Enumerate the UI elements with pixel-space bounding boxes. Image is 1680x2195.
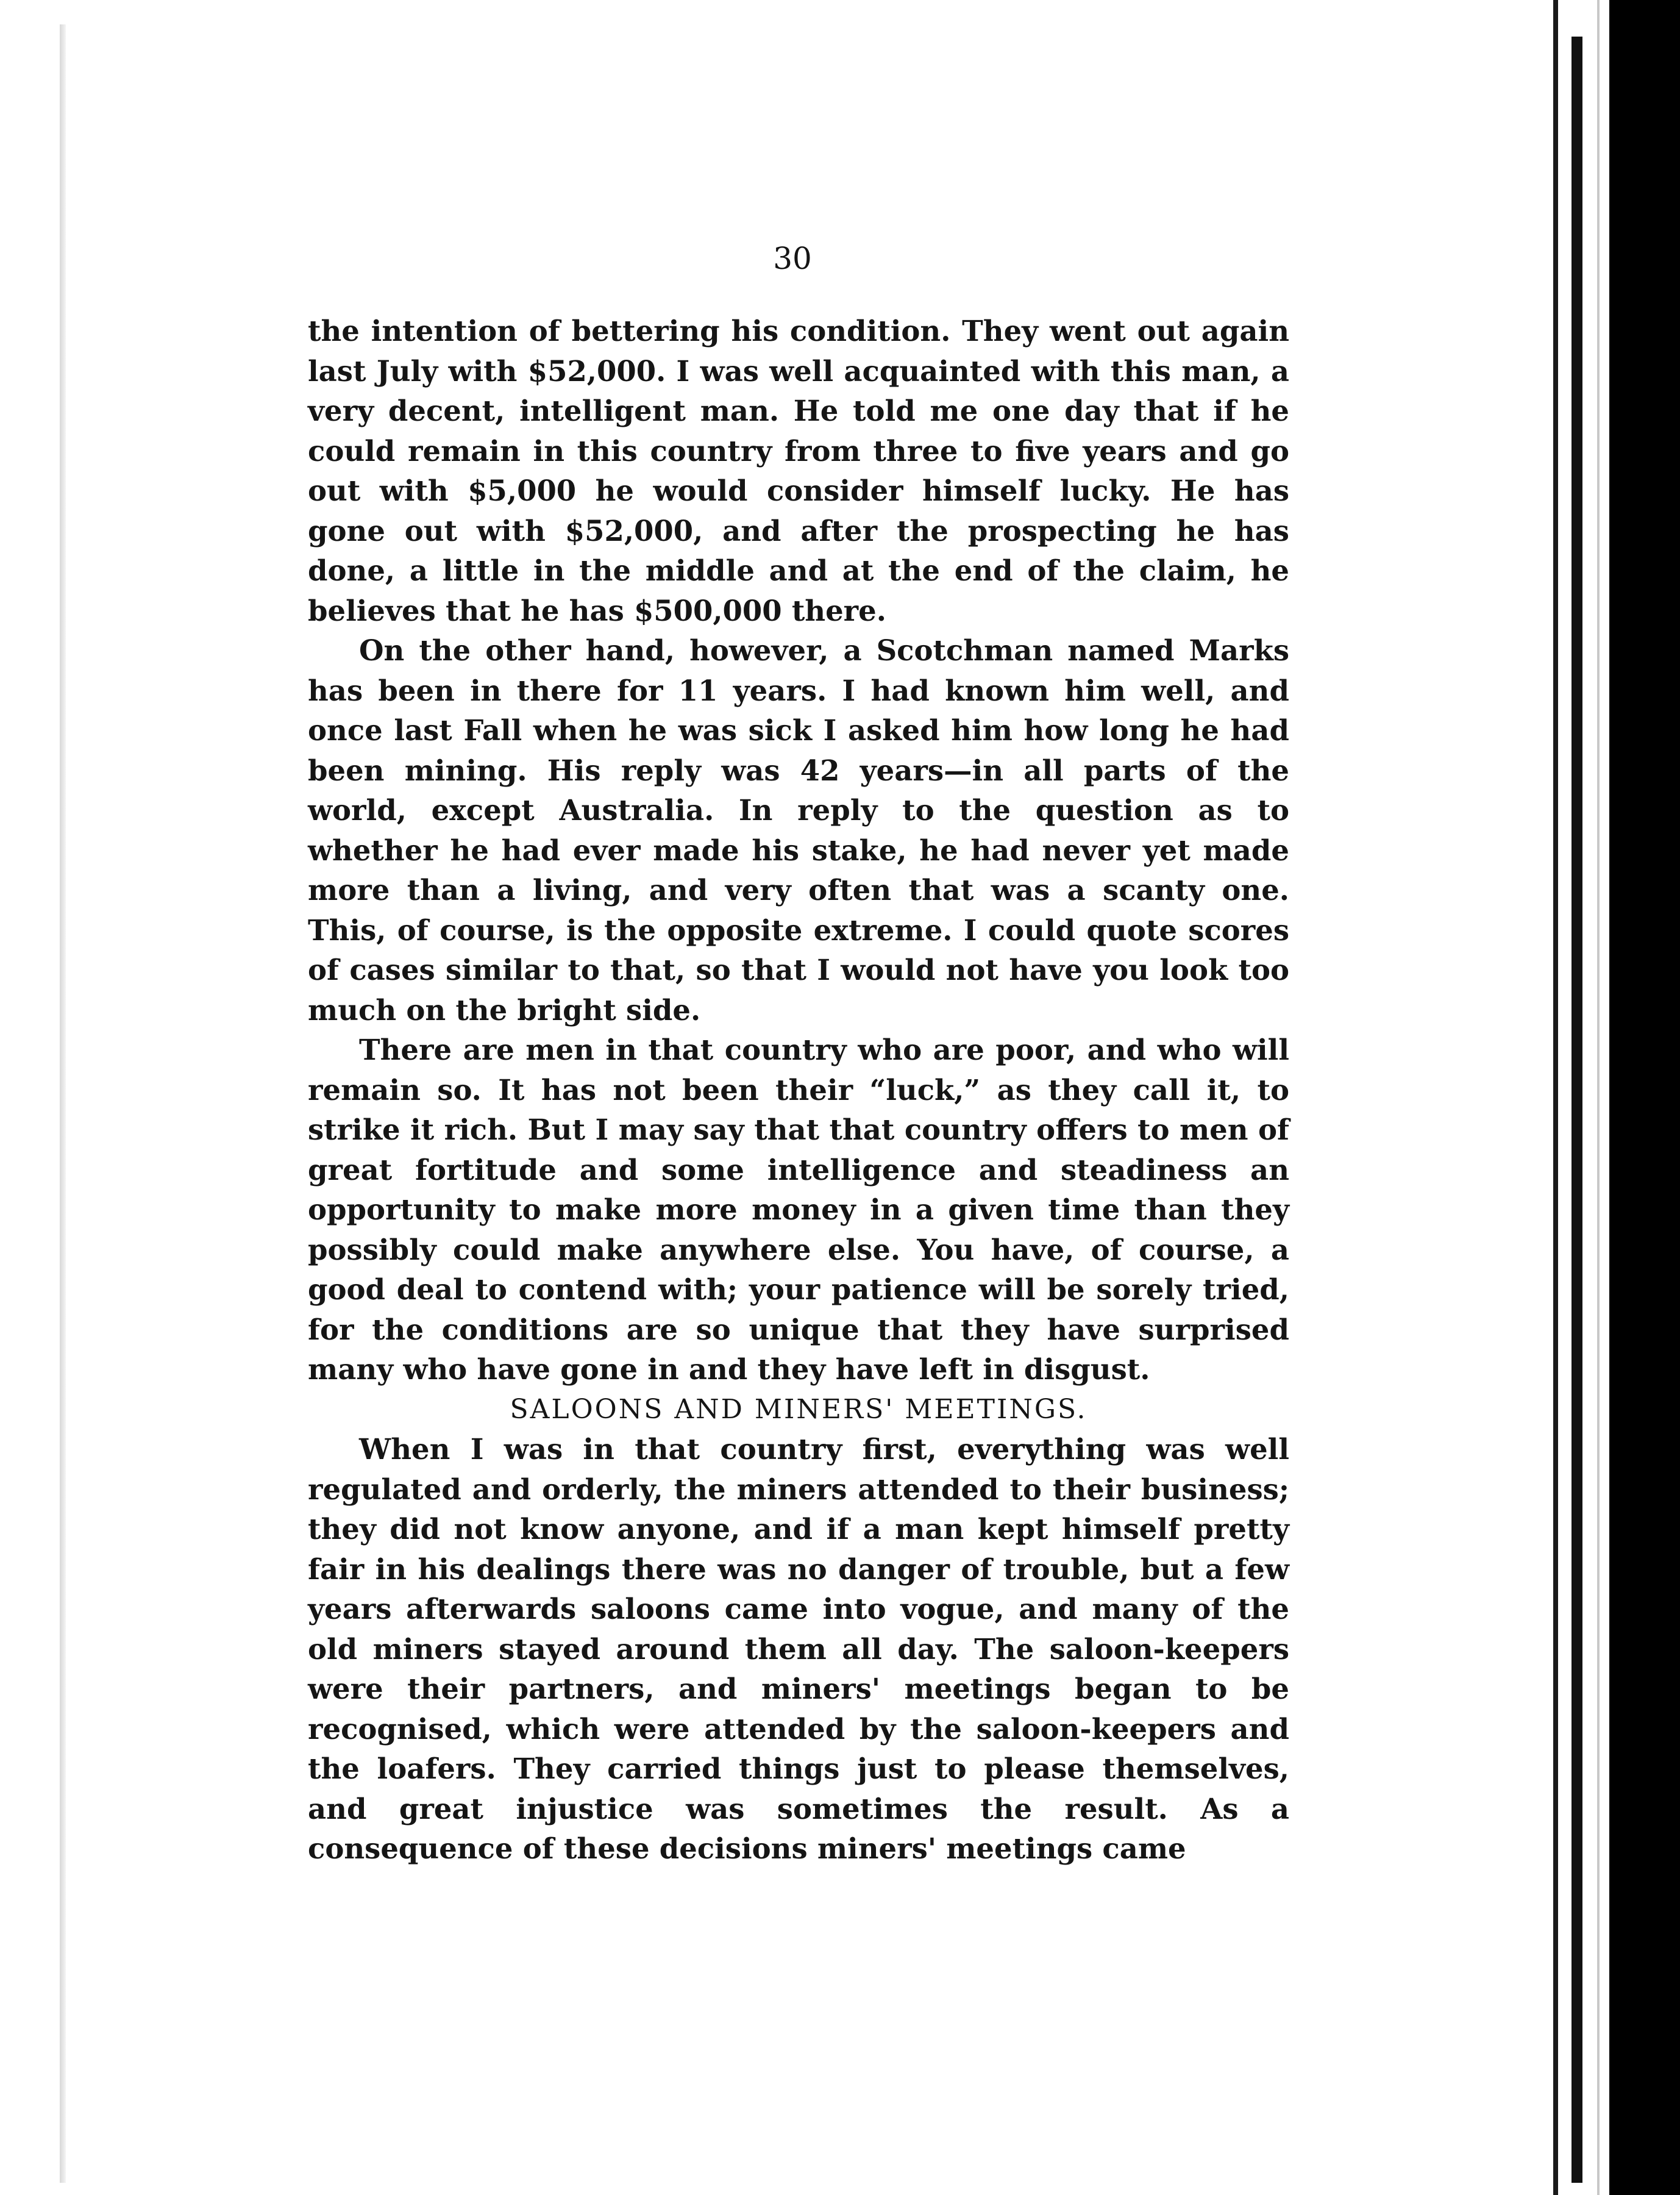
scan-edge-left (60, 24, 66, 2183)
scan-border (1609, 0, 1680, 2195)
scan-gutter-line (1553, 0, 1558, 2195)
section-heading: SALOONS AND MINERS' MEETINGS. (510, 1393, 1087, 1425)
page-number: 30 (773, 241, 812, 276)
section-paragraph: When I was in that country first, everything was well regulated and orderly, the miners attended to their business; they did not know anyone, and if a man kept himself pretty fair in his dealings there was no danger of trouble, but a few years afterwards saloons came into vogue, and many of the old miners stayed around them all day. The saloon-keepers were their partners, and miners' meetings began to be recognised, which were attended by the saloon-keepers and the loafers. They carried things just to please themselves, and great injustice was sometimes the result. As a consequence of these decisions miners' meetings came (308, 1432, 1289, 1865)
scan-gutter-line (1571, 37, 1582, 2183)
body-text (308, 311, 1289, 1869)
paragraph-3: There are men in that country who are poor, and who will remain so. It has not been their “luck,” as they call it, to strike it rich. But I may say that that country offers to men of great fortitude and some intelligence and steadiness an opportunity to make more money in a given time than they possibly could make anywhere else. You have, of course, a good deal to contend with; your patience will be sorely tried, for the conditions are so unique that they have surprised many who have gone in and they have left in disgust. (308, 1033, 1289, 1386)
paragraph-2: On the other hand, however, a Scotchman named Marks has been in there for 11 years. I had known him well, and once last Fall when he was sick I asked him how long he had been mining. His reply was 42 years—in all parts of the world, except Australia. In reply to the question as to whether he had ever made his stake, he had never yet made more than a living, and very often that was a scanty one. This, of course, is the opposite extreme. I could quote scores of cases similar to that, so that I would not have you look too much on the bright side. (308, 634, 1289, 1027)
paragraph-1: the intention of bettering his condition. They went out again last July with $52,000. I was well acquainted with this man, a very decent, intelligent man. He told me one day that if he could remain in this country from three to five years and go out with $5,000 he would consider himself lucky. He has gone out with $52,000, and after the prospecting he has done, a little in the middle and at the end of the claim, he believes that he has $500,000 there. (308, 314, 1289, 627)
scan-gutter-line (1597, 0, 1600, 2195)
